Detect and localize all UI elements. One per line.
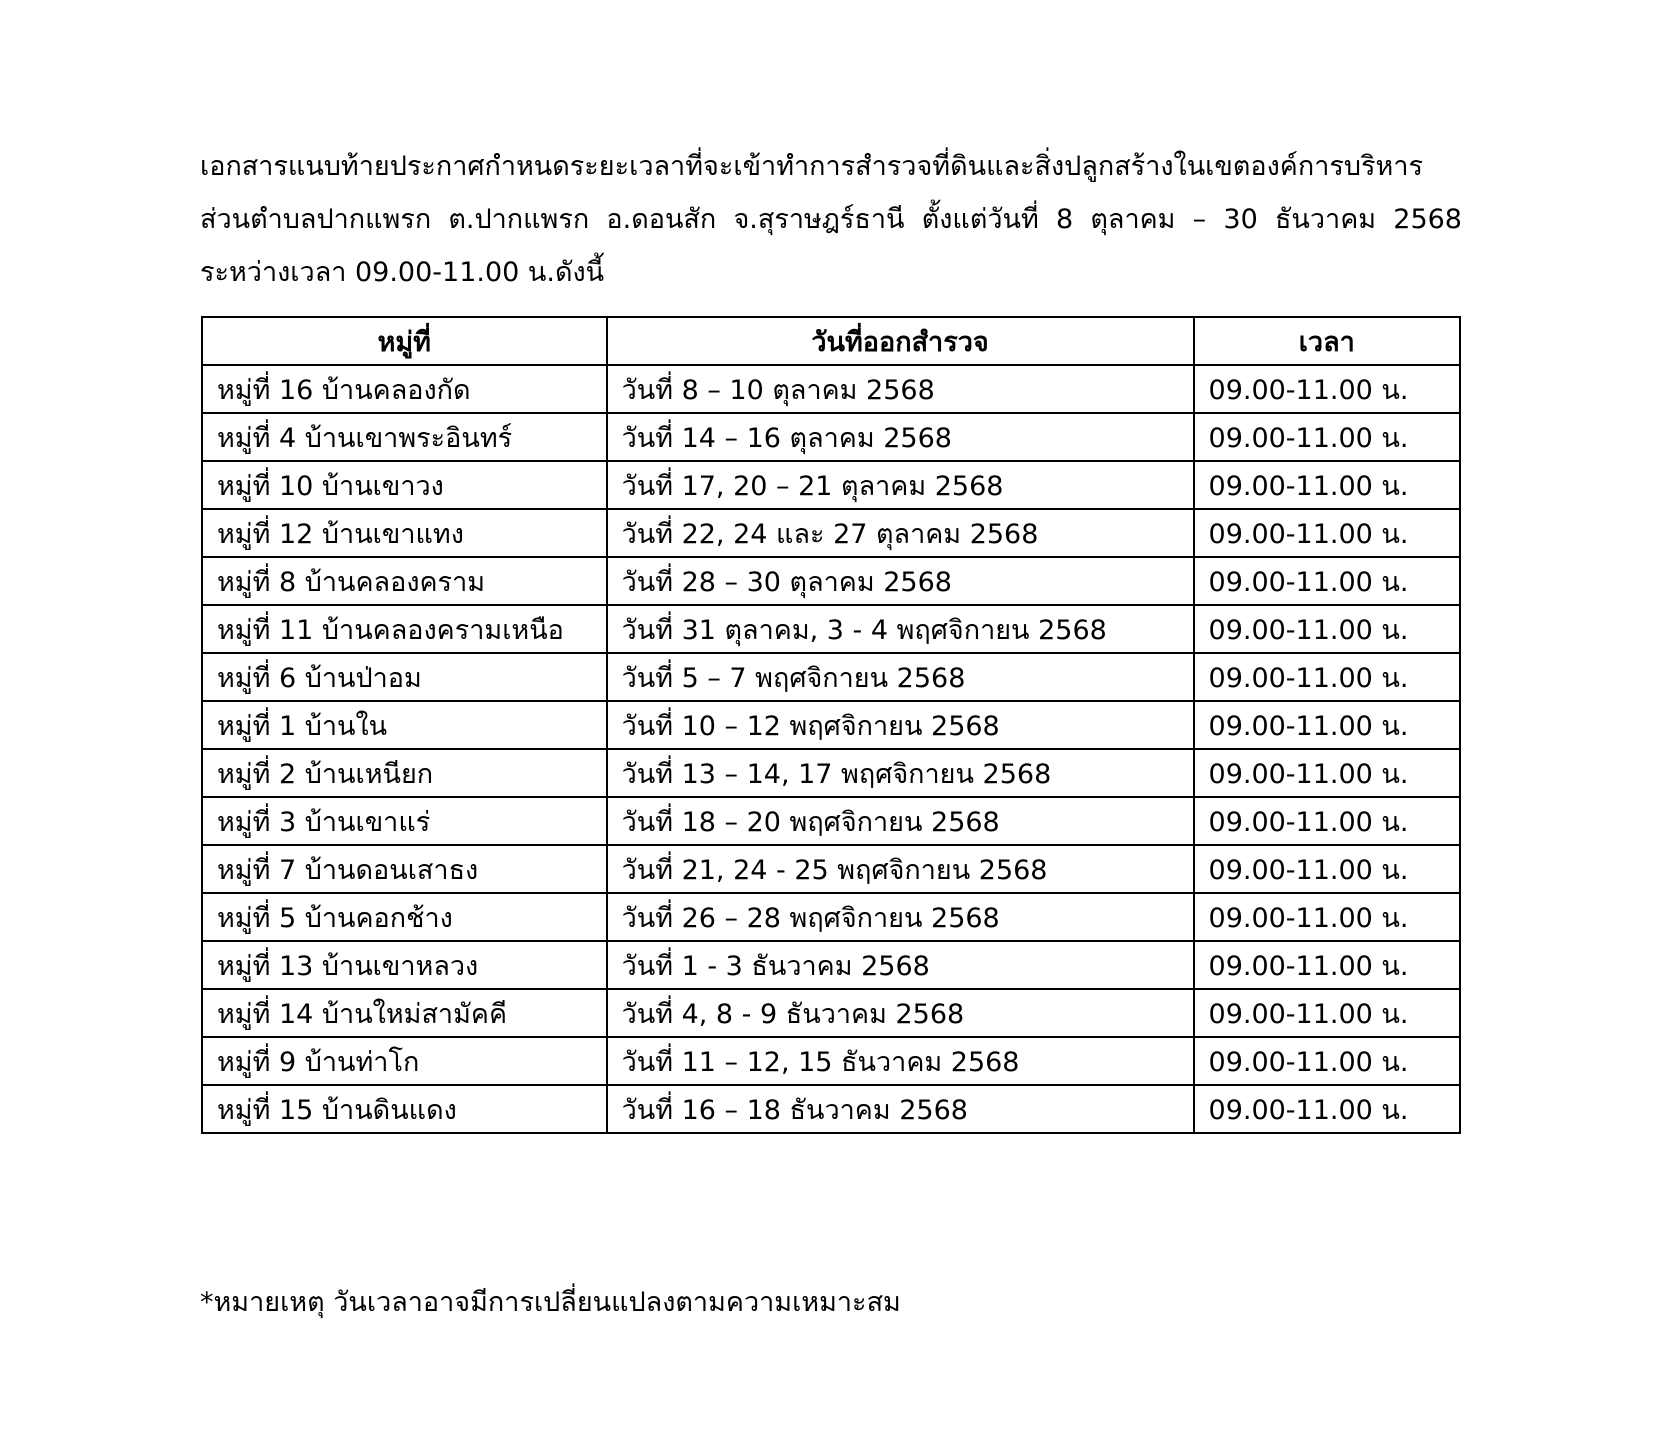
date-cell: วันที่ 26 – 28 พฤศจิกายน 2568	[607, 893, 1194, 941]
table-row	[202, 605, 1460, 653]
header-survey-date: วันที่ออกสำรวจ	[607, 317, 1194, 365]
village-cell: หมู่ที่ 13 บ้านเขาหลวง	[202, 941, 607, 989]
table-row	[202, 845, 1460, 893]
village-cell: หมู่ที่ 5 บ้านคอกช้าง	[202, 893, 607, 941]
time-cell: 09.00-11.00 น.	[1194, 749, 1460, 797]
village-cell: หมู่ที่ 9 บ้านท่าโก	[202, 1037, 607, 1085]
date-cell: วันที่ 5 – 7 พฤศจิกายน 2568	[607, 653, 1194, 701]
date-cell: วันที่ 1 - 3 ธันวาคม 2568	[607, 941, 1194, 989]
table-row	[202, 461, 1460, 509]
date-cell: วันที่ 14 – 16 ตุลาคม 2568	[607, 413, 1194, 461]
date-cell: วันที่ 13 – 14, 17 พฤศจิกายน 2568	[607, 749, 1194, 797]
table-row	[202, 893, 1460, 941]
date-cell: วันที่ 16 – 18 ธันวาคม 2568	[607, 1085, 1194, 1133]
table-row	[202, 1085, 1460, 1133]
time-cell: 09.00-11.00 น.	[1194, 461, 1460, 509]
table-row	[202, 797, 1460, 845]
time-cell: 09.00-11.00 น.	[1194, 653, 1460, 701]
time-cell: 09.00-11.00 น.	[1194, 605, 1460, 653]
date-cell: วันที่ 8 – 10 ตุลาคม 2568	[607, 365, 1194, 413]
table-row	[202, 509, 1460, 557]
date-cell: วันที่ 11 – 12, 15 ธันวาคม 2568	[607, 1037, 1194, 1085]
table-row	[202, 557, 1460, 605]
time-cell: 09.00-11.00 น.	[1194, 701, 1460, 749]
table-row	[202, 989, 1460, 1037]
village-cell: หมู่ที่ 15 บ้านดินแดง	[202, 1085, 607, 1133]
date-cell: วันที่ 10 – 12 พฤศจิกายน 2568	[607, 701, 1194, 749]
table-row	[202, 413, 1460, 461]
date-cell: วันที่ 22, 24 และ 27 ตุลาคม 2568	[607, 509, 1194, 557]
time-cell: 09.00-11.00 น.	[1194, 797, 1460, 845]
time-cell: 09.00-11.00 น.	[1194, 557, 1460, 605]
village-cell: หมู่ที่ 3 บ้านเขาแร่	[202, 797, 607, 845]
village-cell: หมู่ที่ 8 บ้านคลองคราม	[202, 557, 607, 605]
date-cell: วันที่ 28 – 30 ตุลาคม 2568	[607, 557, 1194, 605]
table-row	[202, 749, 1460, 797]
intro-line-2: ส่วนตำบลปากแพรก ต.ปากแพรก อ.ดอนสัก จ.สุราษฎร์ธานี ตั้งแต่วันที่ 8 ตุลาคม – 30 ธันวาคม 2568	[200, 204, 1462, 235]
time-cell: 09.00-11.00 น.	[1194, 413, 1460, 461]
intro-line-1: เอกสารแนบท้ายประกาศกำหนดระยะเวลาที่จะเข้าทำการสำรวจที่ดินและสิ่งปลูกสร้างในเขตองค์การบริหาร	[200, 151, 1423, 182]
village-cell: หมู่ที่ 10 บ้านเขาวง	[202, 461, 607, 509]
time-cell: 09.00-11.00 น.	[1194, 1085, 1460, 1133]
footnote: *หมายเหตุ วันเวลาอาจมีการเปลี่ยนแปลงตามความเหมาะสม	[200, 1287, 901, 1318]
time-cell: 09.00-11.00 น.	[1194, 509, 1460, 557]
table-row	[202, 653, 1460, 701]
table-row	[202, 941, 1460, 989]
date-cell: วันที่ 4, 8 - 9 ธันวาคม 2568	[607, 989, 1194, 1037]
village-cell: หมู่ที่ 6 บ้านป่าอม	[202, 653, 607, 701]
header-village: หมู่ที่	[202, 317, 607, 365]
time-cell: 09.00-11.00 น.	[1194, 893, 1460, 941]
village-cell: หมู่ที่ 11 บ้านคลองครามเหนือ	[202, 605, 607, 653]
intro-paragraph	[200, 140, 1462, 299]
time-cell: 09.00-11.00 น.	[1194, 845, 1460, 893]
time-cell: 09.00-11.00 น.	[1194, 1037, 1460, 1085]
village-cell: หมู่ที่ 4 บ้านเขาพระอินทร์	[202, 413, 607, 461]
time-cell: 09.00-11.00 น.	[1194, 989, 1460, 1037]
village-cell: หมู่ที่ 14 บ้านใหม่สามัคคี	[202, 989, 607, 1037]
header-time: เวลา	[1194, 317, 1460, 365]
village-cell: หมู่ที่ 2 บ้านเหนียก	[202, 749, 607, 797]
date-cell: วันที่ 17, 20 – 21 ตุลาคม 2568	[607, 461, 1194, 509]
intro-line-3: ระหว่างเวลา 09.00-11.00 น.ดังนี้	[200, 257, 605, 288]
date-cell: วันที่ 31 ตุลาคม, 3 - 4 พฤศจิกายน 2568	[607, 605, 1194, 653]
table-row	[202, 365, 1460, 413]
time-cell: 09.00-11.00 น.	[1194, 941, 1460, 989]
village-cell: หมู่ที่ 16 บ้านคลองกัด	[202, 365, 607, 413]
table-header-row	[202, 317, 1460, 365]
table-row	[202, 1037, 1460, 1085]
village-cell: หมู่ที่ 12 บ้านเขาแทง	[202, 509, 607, 557]
table-row	[202, 701, 1460, 749]
time-cell: 09.00-11.00 น.	[1194, 365, 1460, 413]
date-cell: วันที่ 21, 24 - 25 พฤศจิกายน 2568	[607, 845, 1194, 893]
survey-schedule-table	[201, 316, 1461, 1134]
village-cell: หมู่ที่ 7 บ้านดอนเสาธง	[202, 845, 607, 893]
village-cell: หมู่ที่ 1 บ้านใน	[202, 701, 607, 749]
date-cell: วันที่ 18 – 20 พฤศจิกายน 2568	[607, 797, 1194, 845]
